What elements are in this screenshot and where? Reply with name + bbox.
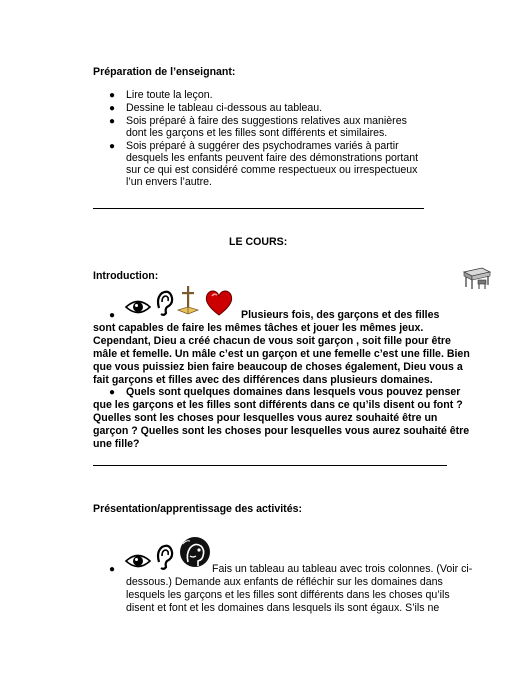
prep-heading: Préparation de l’enseignant:	[93, 66, 236, 78]
presentation-line-1: dessous.) Demande aux enfants de réfléchir sur les domaines dans	[126, 576, 443, 588]
prep-item-3-line-2: dont les garçons et les filles sont différents et similaires.	[126, 127, 388, 139]
intro-line-1: sont capables de faire les mêmes tâches et jouer les mêmes jeux.	[93, 322, 424, 334]
eye-icon	[124, 296, 152, 318]
heart-icon	[204, 289, 234, 317]
prep-item-3-line-1: Sois préparé à faire des suggestions relatives aux manières	[126, 115, 407, 127]
presentation-line-2: lesquels les garçons et les filles sont différents dans les choses qu’ils	[126, 589, 450, 601]
desk-icon	[462, 266, 492, 290]
divider-1	[93, 208, 424, 209]
prep-item-1: Lire toute la leçon.	[126, 89, 213, 101]
bullet: ●	[109, 90, 116, 101]
prep-item-4-line-2: desquels les enfants peuvent faire des démonstrations portant	[126, 152, 419, 164]
thinking-head-icon	[178, 536, 212, 570]
bullet: ●	[109, 103, 116, 114]
bullet: ●	[109, 116, 116, 127]
presentation-line-3: disent et font et les domaines dans lesquels ils sont égaux. S’ils ne	[126, 602, 440, 614]
bullet: ●	[109, 310, 116, 321]
divider-2	[93, 465, 447, 466]
question-first-line: Quels sont quelques domaines dans lesquels vous pouvez penser	[126, 386, 461, 398]
prep-item-4-line-3: sur ce qui est considéré comme respectueux ou irrespectueux	[126, 164, 418, 176]
question-line-1: que les garçons et les filles sont différents dans ce qu’ils disent ou font ?	[93, 399, 463, 411]
lesson-title: LE COURS:	[229, 236, 288, 248]
presentation-first-line: Fais un tableau au tableau avec trois colonnes. (Voir ci-	[212, 563, 473, 575]
bullet: ●	[109, 564, 116, 575]
intro-first-line: Plusieurs fois, des garçons et des filles	[241, 309, 440, 321]
cross-bible-icon	[176, 285, 200, 317]
intro-line-3: mâle et femelle. Un mâle c’est un garçon et une femelle c’est une fille. Bien	[93, 348, 470, 360]
ear-icon	[154, 290, 174, 316]
question-line-2: Quelles sont les choses pour lesquelles vous aurez souhaité être un	[93, 412, 438, 424]
prep-item-4-line-1: Sois préparé à suggérer des psychodrames variés à partir	[126, 140, 399, 152]
ear-icon	[154, 544, 174, 570]
prep-item-4-line-4: l’un envers l’autre.	[126, 176, 212, 188]
prep-item-2: Dessine le tableau ci-dessous au tableau.	[126, 102, 323, 114]
intro-line-2: Cependant, Dieu a créé chacun de vous soit garçon , soit fille pour être	[93, 335, 451, 347]
eye-icon	[124, 550, 152, 572]
intro-line-4: que vous puissiez bien faire beaucoup de choses également, Dieu vous a	[93, 361, 463, 373]
intro-line-5: fait garçons et filles avec des différences dans plusieurs domaines.	[93, 374, 433, 386]
bullet: ●	[109, 141, 116, 152]
intro-heading: Introduction:	[93, 270, 159, 282]
presentation-heading: Présentation/apprentissage des activités:	[93, 503, 303, 515]
question-line-3: garçon ? Quelles sont les choses pour lesquelles vous aurez souhaité être	[93, 425, 470, 437]
bullet: ●	[109, 387, 116, 398]
question-line-4: une fille?	[93, 438, 140, 450]
